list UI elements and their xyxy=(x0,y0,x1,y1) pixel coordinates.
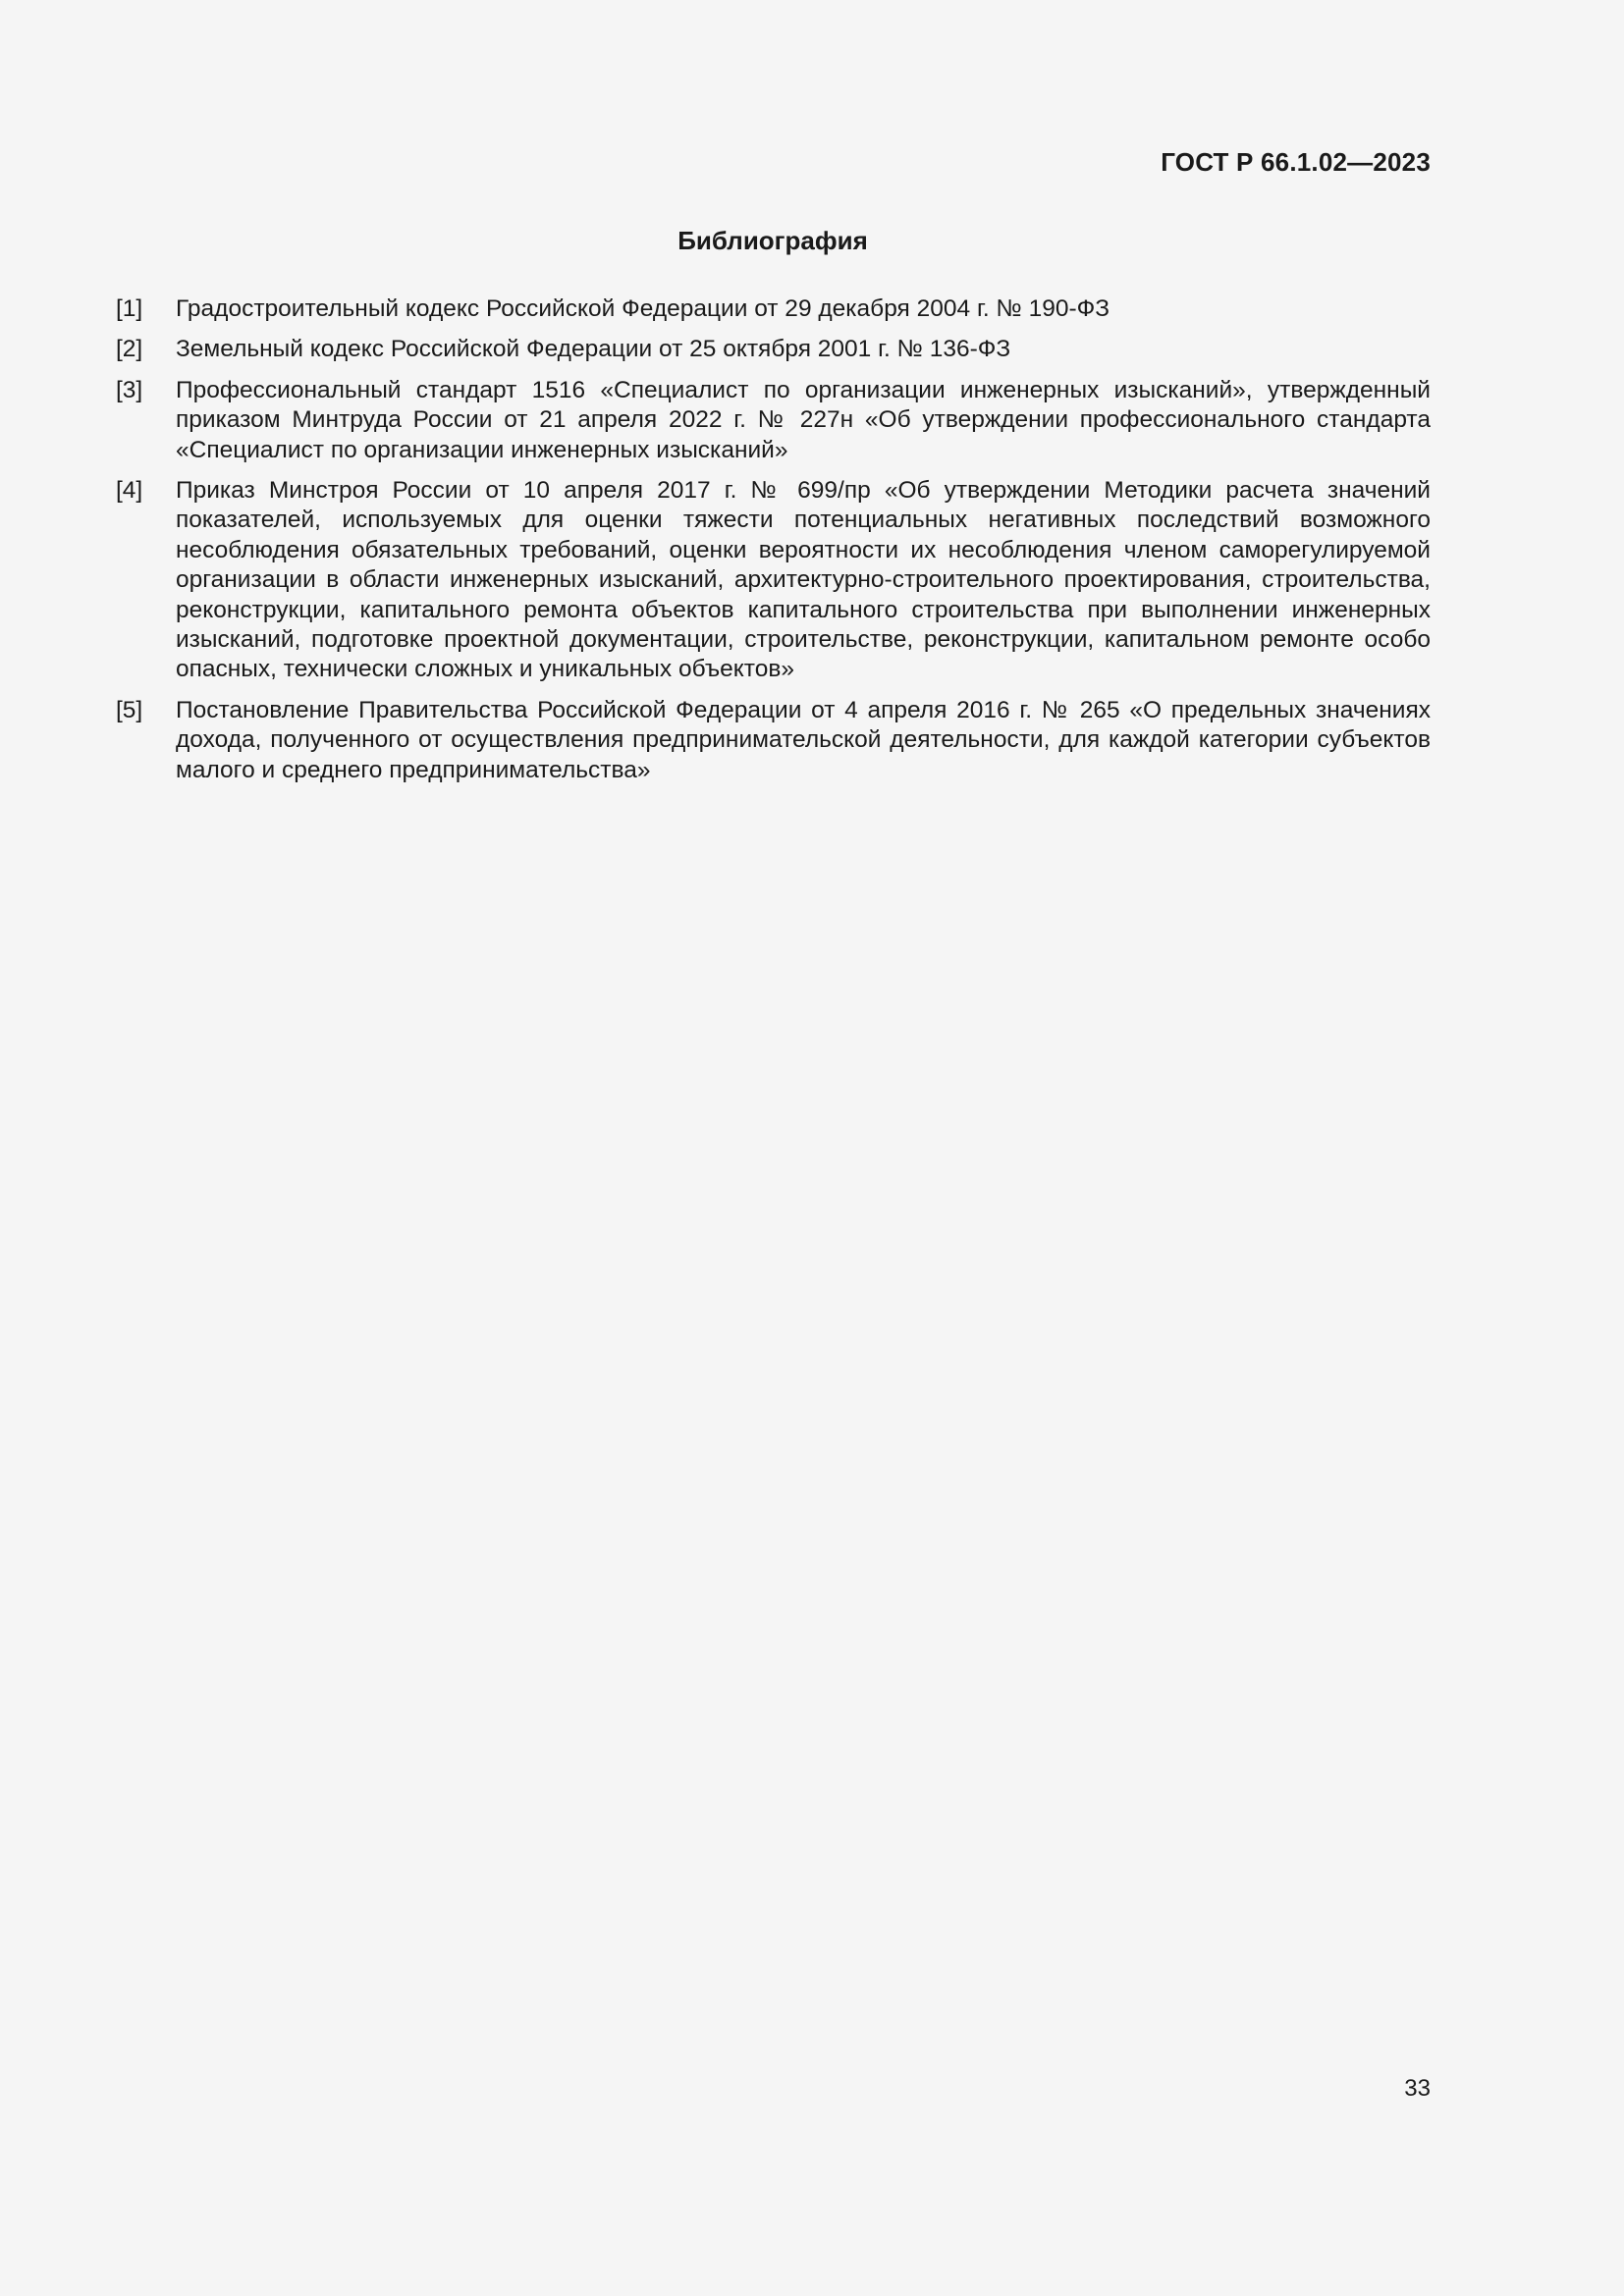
bibliography-item-number: [2] xyxy=(116,336,143,363)
bibliography-list xyxy=(116,294,1431,796)
bibliography-item-text: Приказ Минстроя России от 10 апреля 2017 г. № 699/пр «Об утверждении Методики расчета значений показателей, используемых для оценки тяжести потенциальных негативных последствий возможного несоблюдения обязательных требований, оценки вероятности их несоблюдения членом саморегулируемой организации в области инженерных изысканий, архитектурно-строительного проектирования, строительства, реконструкции, капитального ремонта объектов капитального строительства при выполнении инженерных изысканий, подготовке проектной документации, строительстве, реконструкции, капитальном ремонте особо опасных, технически сложных и уникальных объектов» xyxy=(176,477,1431,683)
page-number: 33 xyxy=(1404,2075,1431,2102)
bibliography-item xyxy=(116,476,1431,685)
bibliography-item xyxy=(116,294,1431,324)
bibliography-item-text: Профессиональный стандарт 1516 «Специалист по организации инженерных изысканий», утвержденный приказом Минтруда России от 21 апреля 2022 г. № 227н «Об утверждении профессионального стандарта «Специалист по организации инженерных изысканий» xyxy=(176,376,1431,463)
bibliography-item-number: [1] xyxy=(116,295,143,322)
bibliography-item-text: Градостроительный кодекс Российской Федерации от 29 декабря 2004 г. № 190-ФЗ xyxy=(176,295,1110,322)
bibliography-item-number: [5] xyxy=(116,696,143,723)
bibliography-item xyxy=(116,335,1431,364)
bibliography-item-number: [3] xyxy=(116,376,143,403)
bibliography-item-text: Постановление Правительства Российской Федерации от 4 апреля 2016 г. № 265 «О предельных значениях дохода, полученного от осуществления предпринимательской деятельности, для каждой категории субъектов малого и среднего предпринимательства» xyxy=(176,696,1431,783)
bibliography-item xyxy=(116,696,1431,785)
section-title: Библиография xyxy=(677,226,868,255)
bibliography-item-number: [4] xyxy=(116,477,143,505)
document-code: ГОСТ Р 66.1.02—2023 xyxy=(1161,147,1431,177)
bibliography-item xyxy=(116,376,1431,465)
bibliography-item-text: Земельный кодекс Российской Федерации от 25 октября 2001 г. № 136-ФЗ xyxy=(176,336,1011,363)
